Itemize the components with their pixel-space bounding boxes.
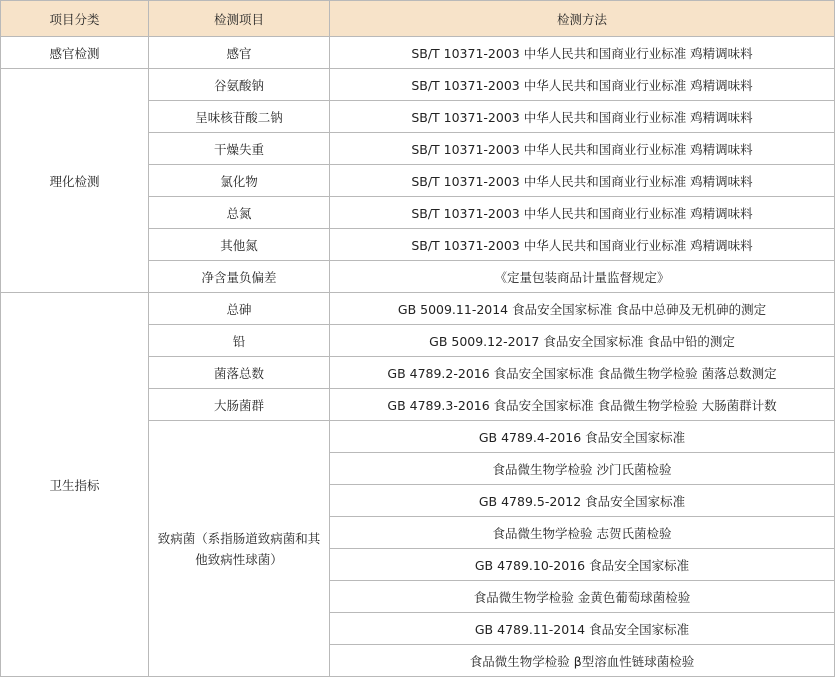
category-cell: 感官检测 [1,37,149,69]
item-cell: 净含量负偏差 [149,261,330,293]
method-cell: GB 4789.10-2016 食品安全国家标准 [330,549,835,581]
item-cell: 总氮 [149,197,330,229]
method-cell: SB/T 10371-2003 中华人民共和国商业行业标准 鸡精调味料 [330,37,835,69]
item-cell: 总砷 [149,293,330,325]
method-cell: 食品微生物学检验 沙门氏菌检验 [330,453,835,485]
method-cell: SB/T 10371-2003 中华人民共和国商业行业标准 鸡精调味料 [330,229,835,261]
header-item: 检测项目 [149,1,330,37]
method-cell: 食品微生物学检验 β型溶血性链球菌检验 [330,645,835,677]
header-method: 检测方法 [330,1,835,37]
method-cell: SB/T 10371-2003 中华人民共和国商业行业标准 鸡精调味料 [330,197,835,229]
item-cell: 铅 [149,325,330,357]
method-cell: SB/T 10371-2003 中华人民共和国商业行业标准 鸡精调味料 [330,133,835,165]
method-cell: GB 4789.11-2014 食品安全国家标准 [330,613,835,645]
item-cell: 菌落总数 [149,357,330,389]
item-cell: 感官 [149,37,330,69]
item-cell: 致病菌（系指肠道致病菌和其他致病性球菌） [149,421,330,677]
method-cell: GB 4789.4-2016 食品安全国家标准 [330,421,835,453]
method-cell: GB 4789.5-2012 食品安全国家标准 [330,485,835,517]
item-cell: 呈味核苷酸二钠 [149,101,330,133]
item-cell: 大肠菌群 [149,389,330,421]
category-cell: 理化检测 [1,69,149,293]
item-cell: 干燥失重 [149,133,330,165]
category-cell: 卫生指标 [1,293,149,677]
method-cell: SB/T 10371-2003 中华人民共和国商业行业标准 鸡精调味料 [330,101,835,133]
method-cell: SB/T 10371-2003 中华人民共和国商业行业标准 鸡精调味料 [330,165,835,197]
table-row [1,37,835,69]
method-cell: SB/T 10371-2003 中华人民共和国商业行业标准 鸡精调味料 [330,69,835,101]
method-cell: GB 4789.2-2016 食品安全国家标准 食品微生物学检验 菌落总数测定 [330,357,835,389]
method-cell: 食品微生物学检验 金黄色葡萄球菌检验 [330,581,835,613]
header-category: 项目分类 [1,1,149,37]
item-cell: 其他氮 [149,229,330,261]
method-cell: GB 4789.3-2016 食品安全国家标准 食品微生物学检验 大肠菌群计数 [330,389,835,421]
method-cell: GB 5009.12-2017 食品安全国家标准 食品中铅的测定 [330,325,835,357]
header-row [1,1,835,37]
item-cell: 氯化物 [149,165,330,197]
method-cell: 《定量包装商品计量监督规定》 [330,261,835,293]
method-cell: GB 5009.11-2014 食品安全国家标准 食品中总砷及无机砷的测定 [330,293,835,325]
table-row [1,293,835,325]
table-row [1,69,835,101]
method-cell: 食品微生物学检验 志贺氏菌检验 [330,517,835,549]
item-cell: 谷氨酸钠 [149,69,330,101]
